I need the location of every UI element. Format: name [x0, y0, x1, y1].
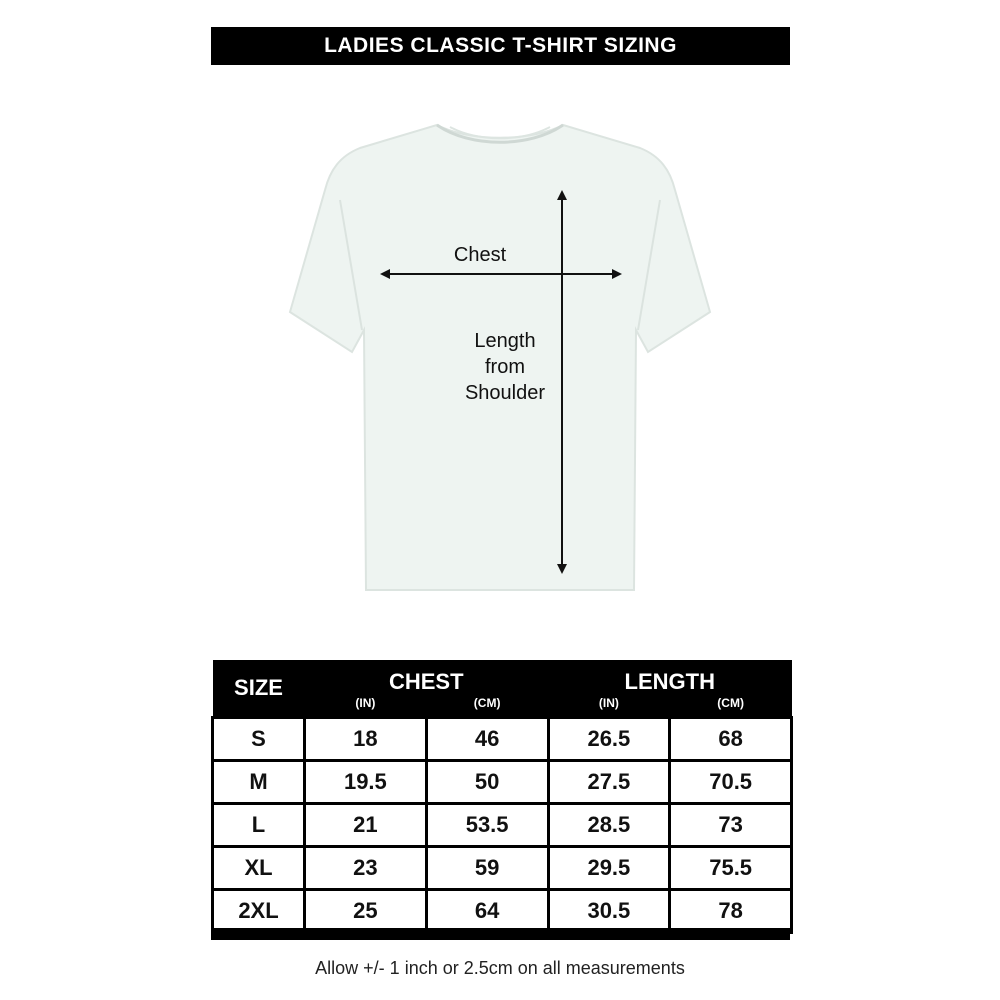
length-in-unit-header: (IN): [548, 696, 670, 718]
size-column-header: SIZE: [213, 660, 305, 718]
length-cm-unit-header: (CM): [670, 696, 792, 718]
table-row: [213, 890, 792, 933]
chest-cm-cell: 59: [426, 847, 548, 890]
length-cm-cell: 70.5: [670, 761, 792, 804]
size-chart-table: [211, 660, 793, 934]
length-cm-cell: 75.5: [670, 847, 792, 890]
measurement-footnote: Allow +/- 1 inch or 2.5cm on all measurements: [315, 958, 685, 978]
table-row: [213, 718, 792, 761]
length-cm-cell: 68: [670, 718, 792, 761]
page-title: LADIES CLASSIC T-SHIRT SIZING: [211, 27, 790, 65]
chest-in-cell: 23: [305, 847, 427, 890]
chest-in-cell: 25: [305, 890, 427, 933]
chest-in-cell: 21: [305, 804, 427, 847]
length-in-cell: 26.5: [548, 718, 670, 761]
length-in-cell: 27.5: [548, 761, 670, 804]
chest-cm-cell: 46: [426, 718, 548, 761]
size-cell: XL: [213, 847, 305, 890]
size-cell: S: [213, 718, 305, 761]
table-row: [213, 847, 792, 890]
chest-cm-cell: 64: [426, 890, 548, 933]
length-label-line-3: Shoulder: [464, 382, 546, 404]
chest-label: Chest: [453, 244, 507, 266]
table-bottom-bar: [211, 928, 790, 940]
length-column-header: LENGTH: [548, 660, 792, 696]
size-cell: L: [213, 804, 305, 847]
length-label-line-1: Length: [474, 330, 536, 352]
length-label-line-2: from: [485, 356, 525, 378]
chest-in-cell: 19.5: [305, 761, 427, 804]
length-in-cell: 29.5: [548, 847, 670, 890]
chest-column-header: CHEST: [305, 660, 549, 696]
chest-in-cell: 18: [305, 718, 427, 761]
length-cm-cell: 78: [670, 890, 792, 933]
size-cell: 2XL: [213, 890, 305, 933]
length-in-cell: 30.5: [548, 890, 670, 933]
chest-cm-cell: 53.5: [426, 804, 548, 847]
table-row: [213, 761, 792, 804]
chest-in-unit-header: (IN): [305, 696, 427, 718]
size-cell: M: [213, 761, 305, 804]
length-label: [440, 328, 570, 406]
chest-cm-cell: 50: [426, 761, 548, 804]
table-row: [213, 804, 792, 847]
length-in-cell: 28.5: [548, 804, 670, 847]
length-cm-cell: 73: [670, 804, 792, 847]
chest-cm-unit-header: (CM): [426, 696, 548, 718]
